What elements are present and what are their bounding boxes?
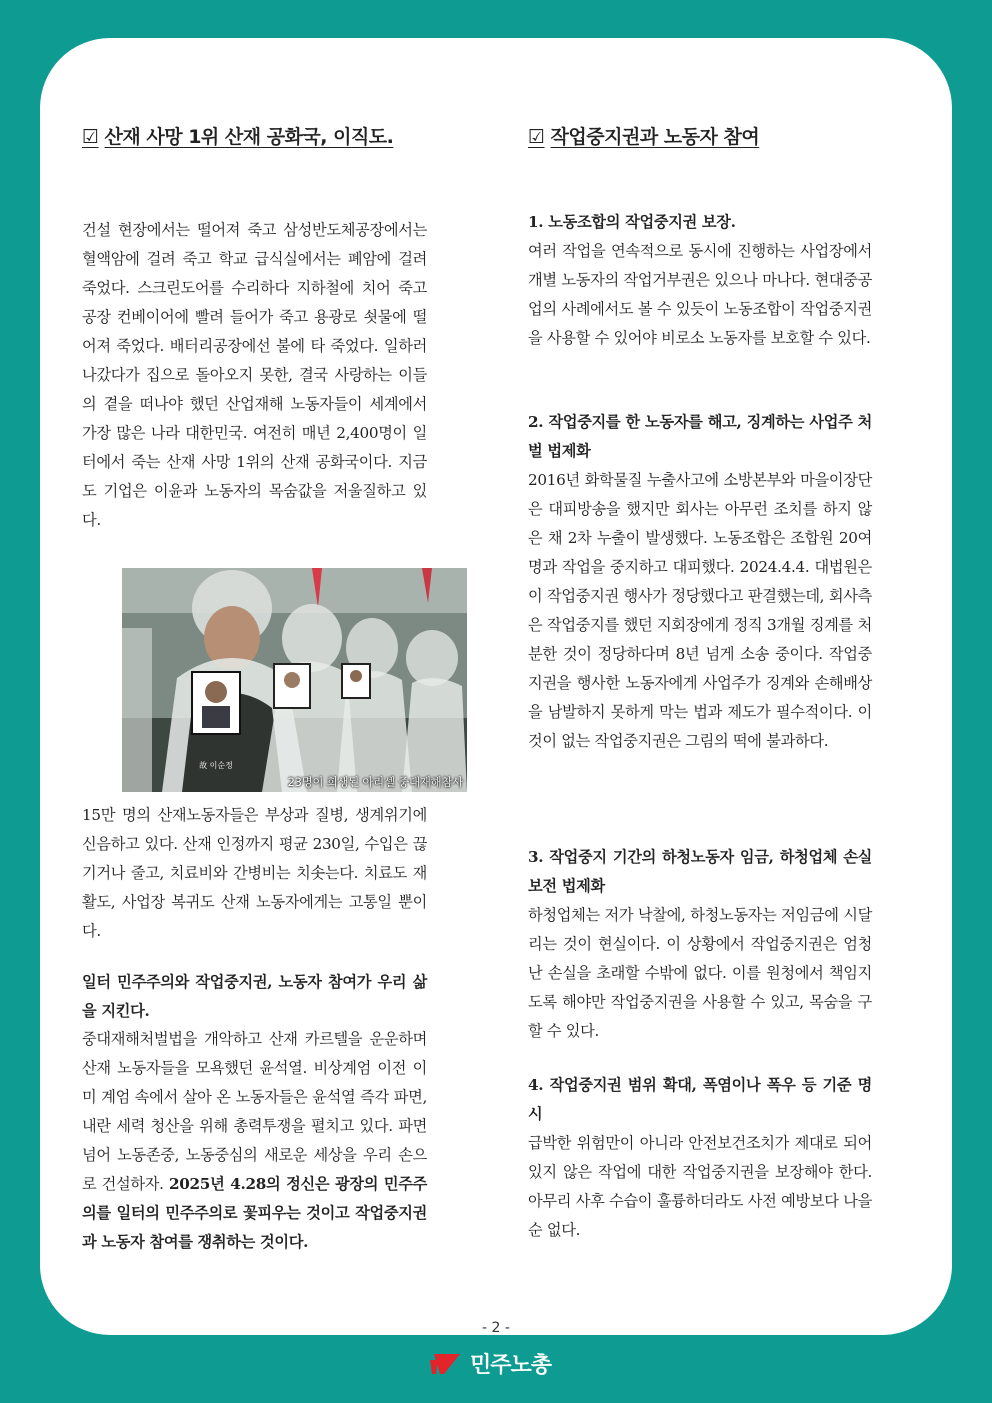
checkbox-icon: ☑ xyxy=(528,126,545,148)
left-heading: ☑ 산재 사망 1위 산재 공화국, 이직도. xyxy=(82,126,394,148)
right-heading: ☑ 작업중지권과 노동자 참여 xyxy=(528,126,760,148)
left-paragraph-2: 15만 명의 산재노동자들은 부상과 질병, 생계위기에 신음하고 있다. 산재 인정까지 평균 230일, 수입은 끊기거나 줄고, 치료비와 간병비는 치솟는다. 치료도 재활도, 사업장 복귀도 산재 노동자에게는 고통일 뿐이다. xyxy=(82,806,427,940)
right-item-1-body: 여러 작업을 연속적으로 동시에 진행하는 사업장에서 개별 노동자의 작업거부권은 있으나 마나다. 현대중공업의 사례에서도 볼 수 있듯이 노동조합이 작업중지권을 사용할 수 있어야 비로소 노동자를 보호할 수 있다. xyxy=(528,242,872,347)
right-item-1-title: 1. 노동조합의 작업중지권 보장. xyxy=(528,213,736,231)
right-item-4-body: 급박한 위험만이 아니라 안전보건조치가 제대로 되어 있지 않은 작업에 대한 작업중지권을 보장해야 한다. 아무리 사후 수습이 훌륭하더라도 사전 예방보다 나을 순 없다. xyxy=(528,1134,872,1239)
memorial-photo-illustration xyxy=(122,568,467,792)
right-item-3-title: 3. 작업중지 기간의 하청노동자 임금, 하청업체 손실보전 법제화 xyxy=(528,848,872,895)
page-number: - 2 - xyxy=(482,1320,510,1336)
right-item-4-title: 4. 작업중지권 범위 확대, 폭염이나 폭우 등 기준 명시 xyxy=(528,1076,872,1123)
right-item-2-title: 2. 작업중지를 한 노동자를 해고, 징계하는 사업주 처벌 법제화 xyxy=(528,413,872,460)
left-paragraph-3: 중대재해처벌법을 개악하고 산재 카르텔을 운운하며 산재 노동자들을 모욕했던 윤석열. 비상계엄 이전 이미 계엄 속에서 살아 온 노동자들은 윤석열 즉각 파면, 내란 세력 청산을 위해 총력투쟁을 펼치고 있다. 파면 넘어 노동존중, 노동중심의 새로운 세상을 우리 손으로 건설하자. 2025년 4.28의 정신은 광장의 민주주의를 일터의 민주주의로 꽃피우는 것이고 작업중지권과 노동자 참여를 쟁취하는 것이다. xyxy=(82,1030,427,1251)
left-paragraph-3-bold: 2025년 4.28의 정신은 광장의 민주주의를 일터의 민주주의로 꽃피우는 것이고 작업중지권과 노동자 참여를 쟁취하는 것이다. xyxy=(82,1175,427,1251)
photo-caption: 23명이 희생된 아리셀 중대재해참사 xyxy=(287,775,463,789)
checkbox-icon: ☑ xyxy=(82,126,99,148)
kctu-logo xyxy=(430,1348,551,1378)
kctu-logo-icon xyxy=(430,1350,466,1376)
memorial-photo xyxy=(122,568,467,792)
right-item-2-body: 2016년 화학물질 누출사고에 소방본부와 마을이장단은 대피방송을 했지만 회사는 아무런 조치를 하지 않은 채 2차 누출이 발생했다. 노동조합은 조합원 20여 명과 작업을 중지하고 대피했다. 2024.4.4. 대법원은 이 작업중지권 행사가 정당했다고 판결했는데, 회사측은 작업중지를 했던 지회장에게 정직 3개월 징계를 처분한 것이 정당하다며 8년 넘게 소송 중이다. 작업중지권을 행사한 노동자에게 사업주가 징계와 손해배상을 남발하지 못하게 막는 법과 제도가 필수적이다. 이것이 없는 작업중지권은 그림의 떡에 불과하다. xyxy=(528,471,872,750)
right-item-3-body: 하청업체는 저가 낙찰에, 하청노동자는 저임금에 시달리는 것이 현실이다. 이 상황에서 작업중지권은 엄청난 손실을 초래할 수밖에 없다. 이를 원청에서 책임지도록 해야만 작업중지권을 사용할 수 있고, 목숨을 구할 수 있다. xyxy=(528,906,872,1040)
left-paragraph-1: 건설 현장에서는 떨어져 죽고 삼성반도체공장에서는 혈액암에 걸려 죽고 학교 급식실에서는 폐암에 걸려 죽었다. 스크린도어를 수리하다 지하철에 치어 죽고 공장 컨베이어에 빨려 들어가 죽고 용광로 쇳물에 떨어져 죽었다. 배터리공장에선 불에 타 죽었다. 일하러 나갔다가 집으로 돌아오지 못한, 결국 사랑하는 이들의 곁을 떠나야 했던 산업재해 노동자들이 세계에서 가장 많은 나라 대한민국. 여전히 매년 2,400명이 일터에서 죽는 산재 사망 1위의 산재 공화국이다. 지금도 기업은 이윤과 노동자의 목숨값을 저울질하고 있다. xyxy=(82,221,427,529)
left-sub-heading: 일터 민주주의와 작업중지권, 노동자 참여가 우리 삶을 지킨다. xyxy=(82,973,427,1020)
kctu-logo-text: 민주노총 xyxy=(470,1352,552,1378)
photo-name-tag: 故 이순정 xyxy=(199,761,233,770)
